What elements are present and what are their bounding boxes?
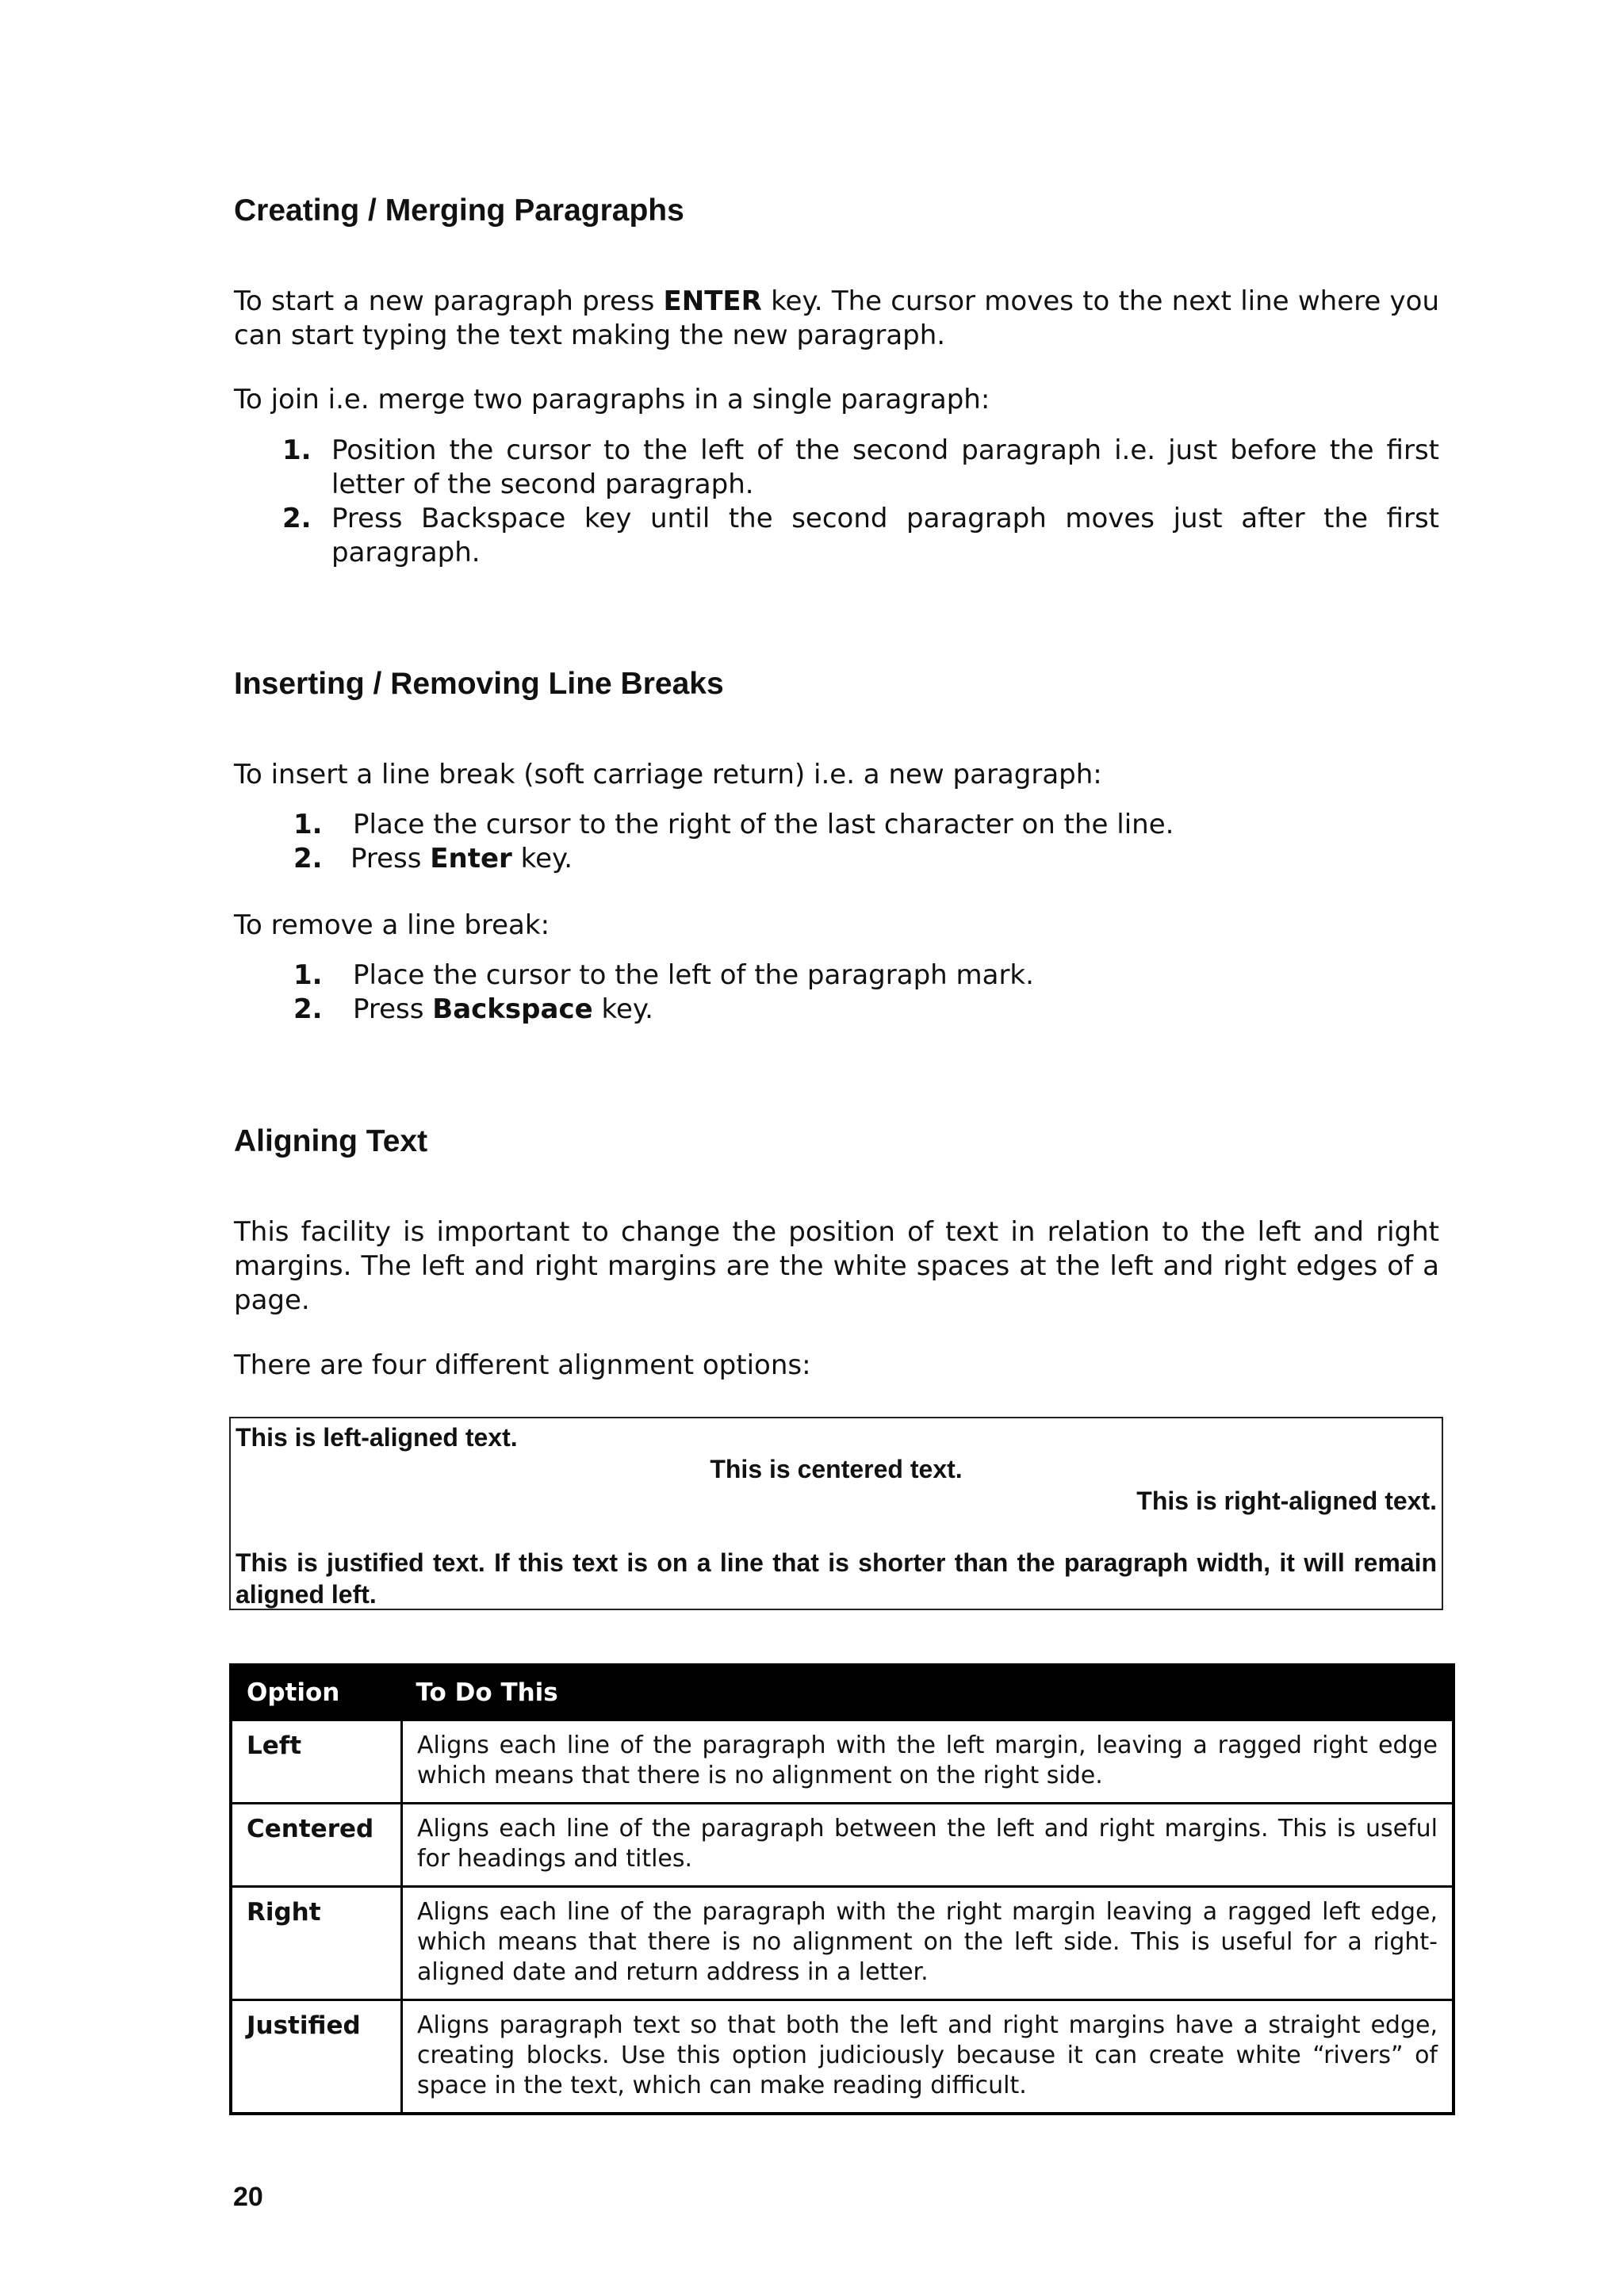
list-number: 2. (293, 843, 323, 874)
table-row (231, 1720, 1454, 1804)
description-cell: Aligns each line of the paragraph with the left margin, leaving a ragged right edge which means that there is no alignment on the right side. (402, 1720, 1454, 1804)
list-item (293, 993, 1439, 1027)
section-heading-creating-merging: Creating / Merging Paragraphs (234, 193, 684, 228)
alignment-sample-box (229, 1417, 1443, 1610)
column-header-option: Option (231, 1665, 402, 1720)
section-heading-line-breaks: Inserting / Removing Line Breaks (234, 667, 724, 701)
sample-centered: This is centered text. (710, 1455, 963, 1483)
list-item-text: Place the cursor to the left of the paragraph mark. (353, 959, 1034, 991)
text-run: Press (353, 993, 433, 1025)
table-row (231, 1804, 1454, 1887)
paragraph-insert-intro: To insert a line break (soft carriage return) i.e. a new paragraph: (234, 759, 1102, 790)
list-item-text: Position the cursor to the left of the second paragraph i.e. just before the first letter of the second paragraph. (331, 434, 1439, 500)
paragraph-join-intro: To join i.e. merge two paragraphs in a single paragraph: (234, 384, 990, 415)
bold-key-backspace: Backspace (432, 993, 593, 1025)
list-item (282, 502, 1439, 570)
option-cell: Centered (231, 1804, 402, 1887)
sample-justified: This is justified text. If this text is on a line that is shorter than the paragraph width, it will remain aligned left. (236, 1548, 1437, 1609)
list-number: 1. (293, 809, 323, 840)
description-cell: Aligns paragraph text so that both the left and right margins have a straight edge, creating blocks. Use this option judiciously because it can create white “rivers” of space in the text, which can make reading difficult. (402, 2000, 1454, 2114)
section-heading-aligning-text: Aligning Text (234, 1124, 428, 1158)
table-row (231, 1887, 1454, 2000)
merge-steps-list (282, 434, 1439, 570)
list-item-text: Press Backspace key until the second paragraph moves just after the first paragraph. (331, 503, 1439, 568)
column-header-to-do-this: To Do This (402, 1665, 1454, 1720)
paragraph-remove-intro: To remove a line break: (234, 909, 550, 941)
page-number: 20 (233, 2182, 263, 2212)
list-item (293, 959, 1439, 993)
table-header-row (231, 1665, 1454, 1720)
alignment-options-table (229, 1663, 1455, 2115)
option-cell: Left (231, 1720, 402, 1804)
table-row (231, 2000, 1454, 2114)
text-run: key. (511, 843, 573, 874)
sample-left-aligned: This is left-aligned text. (236, 1423, 518, 1452)
text-run: To start a new paragraph press (234, 285, 664, 317)
list-number: 2. (293, 993, 323, 1025)
description-cell: Aligns each line of the paragraph between the left and right margins. This is useful for headings and titles. (402, 1804, 1454, 1887)
list-item-text (350, 842, 1439, 876)
insert-steps-list (293, 808, 1439, 876)
bold-key-enter: ENTER (663, 285, 762, 317)
list-item (282, 434, 1439, 502)
bold-key-enter: Enter (430, 843, 512, 874)
text-run: key. The cursor moves to the next line where you can start typing the text making the new paragraph. (234, 285, 1439, 351)
remove-steps-list (293, 959, 1439, 1027)
paragraph-new-paragraph (234, 285, 1439, 353)
list-number: 1. (282, 434, 312, 466)
paragraph-four-options: There are four different alignment options: (234, 1349, 811, 1381)
list-number: 1. (293, 959, 323, 991)
text-run: Press (350, 843, 431, 874)
list-item-text (353, 993, 1439, 1027)
option-cell: Right (231, 1887, 402, 2000)
sample-right-aligned: This is right-aligned text. (1136, 1487, 1437, 1515)
paragraph-alignment-intro: This facility is important to change the position of text in relation to the left and right margins. The left and right margins are the white spaces at the left and right edges of a page. (234, 1216, 1439, 1316)
option-cell: Justified (231, 2000, 402, 2114)
list-item-text: Place the cursor to the right of the last character on the line. (353, 809, 1174, 840)
description-cell: Aligns each line of the paragraph with the right margin leaving a ragged left edge, which means that there is no alignment on the left side. This is useful for a right-aligned date and return address in a letter. (402, 1887, 1454, 2000)
list-item (293, 808, 1439, 842)
text-run: key. (592, 993, 653, 1025)
list-number: 2. (282, 503, 312, 534)
list-item (293, 842, 1439, 876)
